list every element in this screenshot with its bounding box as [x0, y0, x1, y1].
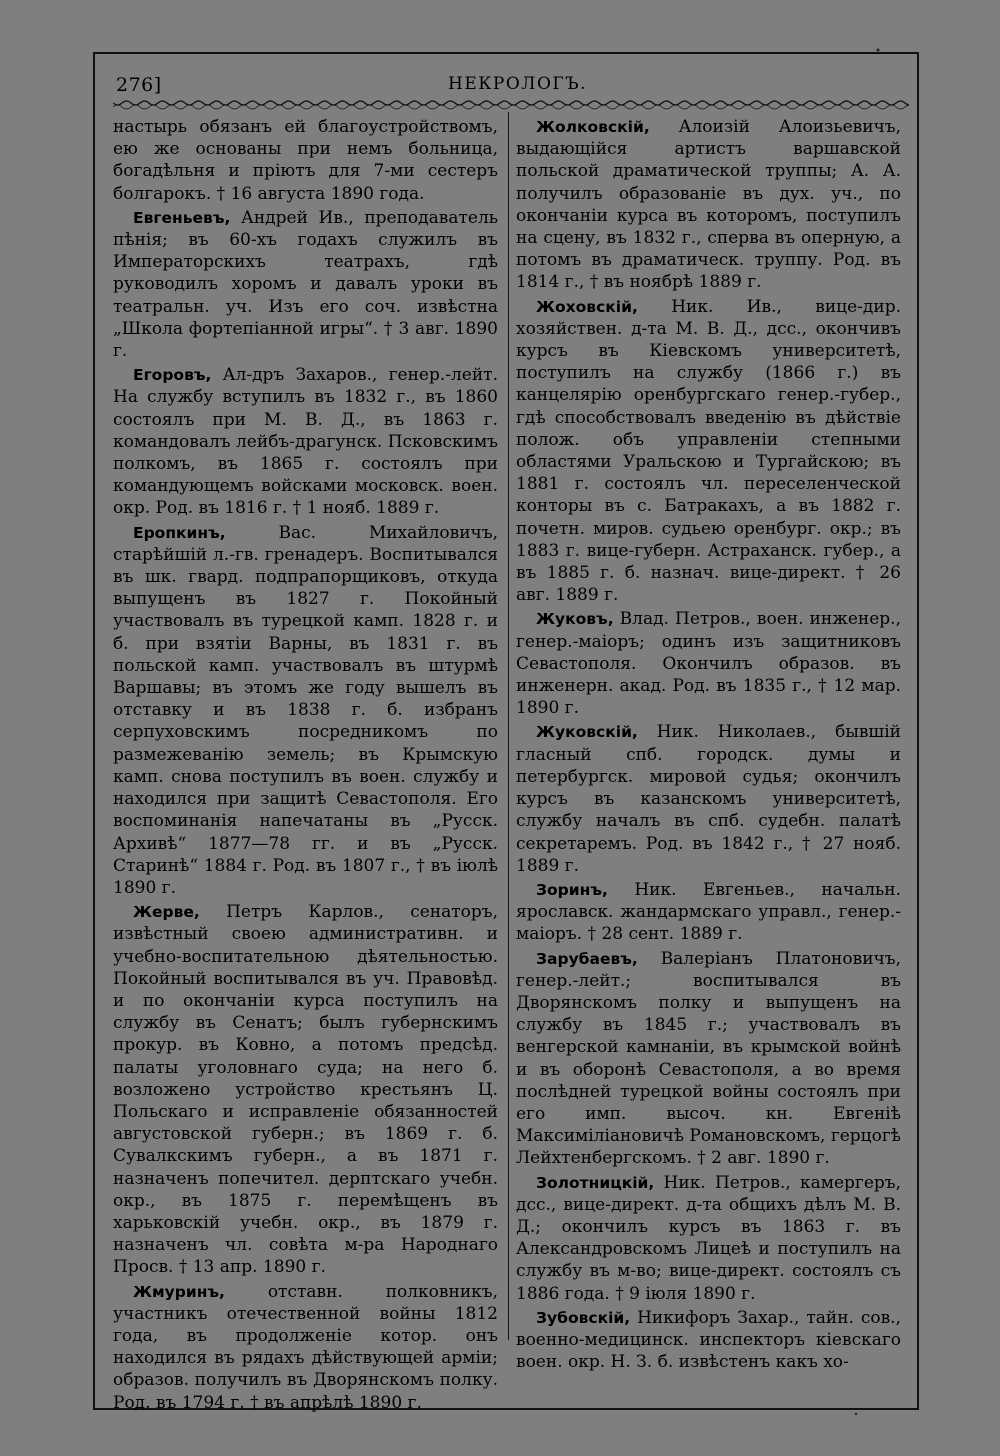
entry-text: Валеріанъ Платоновичъ, генер.-лейт.; воспитывался въ Дворянскомъ полку и выпущенъ на службу въ 1845 г.; участвовалъ въ венгерской камнаніи, въ крымской войнѣ и въ оборонѣ Севастополя, а во время послѣдней турецкой войны состоялъ при его имп. высоч. кн. Евгеніѣ Максиміліановичѣ Романовскомъ, герцогѣ Лейхтенбергскомъ. † 2 авг. 1890 г.	[516, 948, 901, 1169]
obituary-entry	[516, 608, 901, 719]
obituary-entry	[113, 364, 498, 519]
entry-name: Еропкинъ,	[133, 523, 226, 542]
entry-text: Ал-дръ Захаров., генер.-лейт. На службу вступилъ въ 1832 г., въ 1860 состоялъ при М. В. Д., въ 1863 г. командовалъ лейбъ-драгунск. Псковскимъ полкомъ, въ 1865 г. состоялъ при командующемъ войсками московск. воен. окр. Род. въ 1816 г. † 1 нояб. 1889 г.	[113, 365, 498, 519]
obituary-entry	[516, 721, 901, 876]
obituary-entry	[113, 522, 498, 899]
entry-name: Жуковъ,	[536, 610, 614, 629]
entry-name: Зоринъ,	[536, 880, 608, 899]
entry-name: Евгеньевъ,	[133, 208, 231, 227]
left-column	[113, 116, 498, 1414]
entry-name: Жуковскій,	[536, 723, 638, 742]
entry-name: Золотницкій,	[536, 1173, 655, 1192]
column-divider	[508, 112, 509, 1340]
obituary-entry	[113, 901, 498, 1278]
entry-name: Жоховскій,	[536, 297, 638, 316]
entry-text: Ник. Ив., вице-дир. хозяйствен. д-та М. В. Д., дсс., окончивъ курсъ въ Кіевскомъ университетѣ, поступилъ на службу (1866 г.) въ канцелярію оренбургскаго генер.-губер., гдѣ способствовалъ введенію въ дѣйствіе полож. объ управленіи степными областями Уральскою и Тургайскою; въ 1881 г. состоялъ чл. переселенческой конторы въ с. Батракахъ, а въ 1882 г. почетн. миров. судьею оренбург. окр.; въ 1883 г. вице-губерн. Астраханск. губер., а въ 1885 г. б. назнач. вице-директ. † 26 авг. 1889 г.	[516, 296, 901, 606]
entry-text: Алоизій Алоизьевичъ, выдающійся артистъ варшавской польской драматической труппы; А. А. получилъ образованіе въ дух. уч., по окончаніи курса въ которомъ, поступилъ на сцену, въ 1832 г., сперва въ оперную, а потомъ въ драматическ. труппу. Род. въ 1814 г., † въ ноябрѣ 1889 г.	[516, 117, 901, 293]
entry-name: Жмуринъ,	[133, 1282, 225, 1301]
page-header	[116, 74, 916, 100]
wavy-rule	[113, 98, 909, 112]
obituary-entry	[516, 879, 901, 946]
entry-text: Ник. Евгеньев., начальн. ярославск. жандармскаго управл., генер.-маіоръ. † 28 сент. 1889 г.	[516, 879, 901, 945]
continuation-paragraph: настырь обязанъ ей благоустройствомъ, ею же основаны при немъ больница, богадѣльня и пріютъ для 7-ми сестеръ болгарокъ. † 16 августа 1890 года.	[113, 117, 498, 204]
entry-text: Ник. Николаев., бывшій гласный спб. городск. думы и петербургск. мировой судья; окончилъ курсъ въ казанскомъ университетѣ, службу началъ въ спб. судебн. палатѣ секретаремъ. Род. въ 1842 г., † 27 нояб. 1889 г.	[516, 722, 901, 876]
entry-text: Никифоръ Захар., тайн. сов., военно-медицинск. инспекторъ кіевскаго воен. окр. Н. З. б. извѣстенъ какъ хо-	[516, 1307, 901, 1373]
entry-name: Егоровъ,	[133, 366, 212, 385]
obituary-entry	[516, 1307, 901, 1374]
entry-name: Жолковскій,	[536, 118, 650, 136]
obituary-entry	[516, 1172, 901, 1305]
obituary-entry	[516, 296, 901, 607]
entry-name: Жерве,	[133, 903, 200, 922]
obituary-entry	[113, 1281, 498, 1414]
right-column	[516, 116, 901, 1373]
obituary-entry	[516, 948, 901, 1170]
entry-name: Зубовскій,	[536, 1308, 631, 1327]
obituary-entry	[516, 116, 901, 294]
entry-text: Петръ Карлов., сенаторъ, извѣстный своею административн. и учебно-воспитательною дѣятельностью. Покойный воспитывался въ уч. Правовѣд. и по окончаніи курса поступилъ на службу въ Сенатъ; былъ губернскимъ прокур. въ Ковно, а потомъ предсѣд. палаты уголовнаго суда; на него б. возложено устройство крестьянъ Ц. Польскаго и исправленіе обязанностей августовской губерн.; въ 1869 г. б. Сувалкскимъ губерн., а въ 1871 г. назначенъ попечител. дерптскаго учебн. окр., въ 1875 г. перемѣщенъ въ харьковскій учебн. окр., въ 1879 г. назначенъ чл. совѣта м-ра Народнаго Просв. † 13 апр. 1890 г.	[113, 902, 498, 1278]
page-number: 276]	[116, 74, 162, 96]
entry-name: Зарубаевъ,	[536, 949, 638, 968]
obituary-entry	[113, 207, 498, 362]
entry-text: Вас. Михайловичъ, старѣйшій л.-гв. гренадеръ. Воспитывался въ шк. гвард. подпрапорщиковъ, откуда выпущенъ въ 1827 г. Покойный участвовалъ въ турецкой камп. 1828 г. и б. при взятіи Варны, въ 1831 г. въ польской камп. участвовалъ въ штурмѣ Варшавы; въ этомъ же году вышелъ въ отставку и въ 1838 г. б. избранъ серпуховскимъ посредникомъ по размежеванію земель; въ Крымскую камп. снова поступилъ въ воен. службу и находился при защитѣ Севастополя. Его воспоминанія напечатаны въ „Русск. Архивѣ“ 1877—78 гг. и въ „Русск. Старинѣ“ 1884 г. Род. въ 1807 г., † въ іюлѣ 1890 г.	[113, 522, 498, 898]
entry-text: Влад. Петров., воен. инженер., генер.-маіоръ; одинъ изъ защитниковъ Севастополя. Окончилъ образов. въ инженерн. акад. Род. въ 1835 г., † 12 мар. 1890 г.	[516, 609, 901, 719]
running-title: НЕКРОЛОГЪ.	[448, 74, 588, 94]
entry-text: Ник. Петров., камергеръ, дсс., вице-директ. д-та общихъ дѣлъ М. В. Д.; окончилъ курсъ въ 1863 г. въ Александровскомъ Лицеѣ и поступилъ на службу въ м-во; вице-директ. состоялъ съ 1886 года. † 9 іюля 1890 г.	[516, 1172, 901, 1304]
entry-text: отставн. полковникъ, участникъ отечественной войны 1812 года, въ продолженіе котор. онъ находился въ рядахъ дѣйствующей арміи; образов. получилъ въ Дворянскомъ полку. Род. въ 1794 г. † въ апрѣлѣ 1890 г.	[113, 1281, 498, 1413]
entry-text: Андрей Ив., преподаватель пѣнія; въ 60-хъ годахъ служилъ въ Императорскихъ театрахъ, гдѣ руководилъ хоромъ и давалъ уроки въ театральн. уч. Изъ его соч. извѣстна „Школа фортепіанной игры“. † 3 авг. 1890 г.	[113, 207, 498, 362]
